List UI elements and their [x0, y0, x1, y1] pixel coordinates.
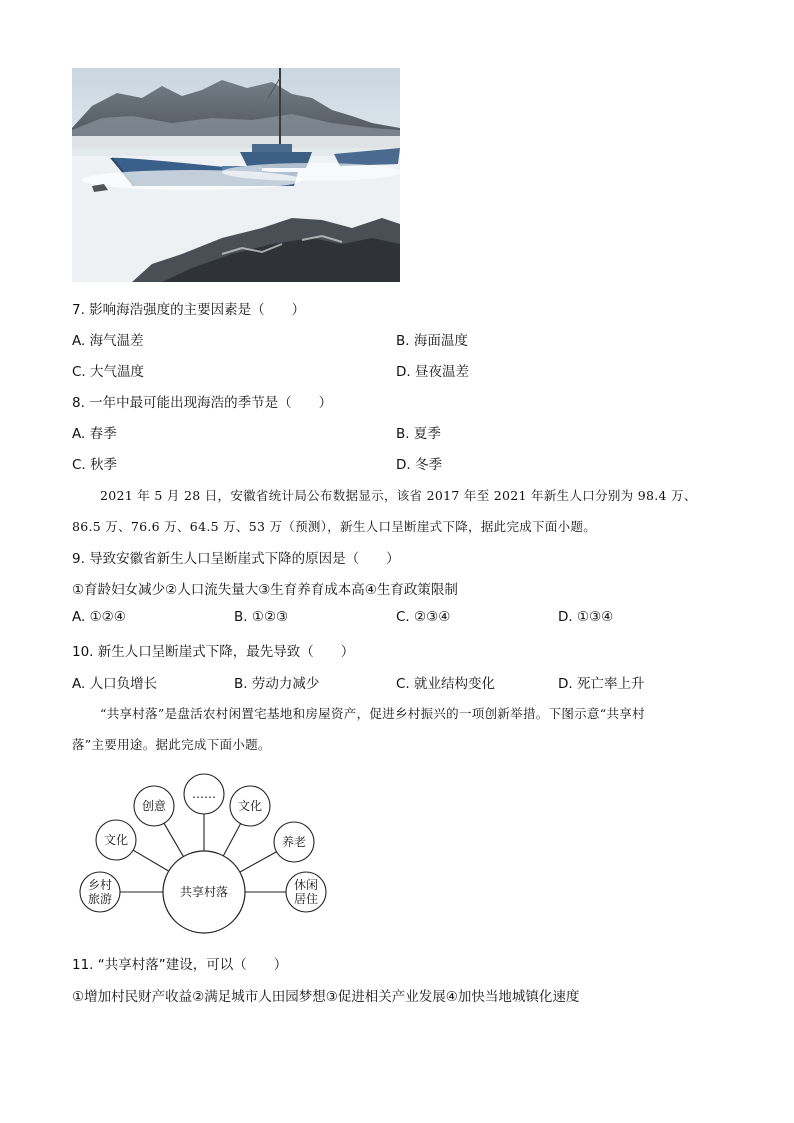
question-10-option-a: A. 人口负增长 — [72, 676, 158, 692]
question-9-option-b: B. ①②③ — [234, 609, 289, 625]
question-7-option-a: A. 海气温差 — [72, 333, 144, 349]
question-9-option-a: A. ①②④ — [72, 609, 126, 625]
question-10-stem: 10. 新生人口呈断崖式下降，最先导致（ ） — [72, 644, 355, 660]
diagram-center-label: 共享村落 — [179, 885, 229, 899]
diagram-spoke — [133, 850, 168, 871]
diagram-node-label: 居住 — [293, 892, 319, 906]
question-8-stem: 8. 一年中最可能出现海浩的季节是（ ） — [72, 395, 333, 411]
question-8-option-a: A. 春季 — [72, 426, 117, 442]
passage-1-line-2: 86.5 万、76.6 万、64.5 万、53 万（预测），新生人口呈断崖式下降，据此完成下面小题。 — [72, 519, 597, 534]
diagram-node-label: 养老 — [281, 835, 307, 849]
diagram-spoke — [164, 823, 183, 856]
question-9-statements: ①育龄妇女减少②人口流失量大③生育养育成本高④生育政策限制 — [72, 582, 458, 598]
question-9-option-c: C. ②③④ — [396, 609, 451, 625]
question-10-option-c: C. 就业结构变化 — [396, 676, 496, 692]
diagram-node-label: 旅游 — [87, 892, 113, 906]
question-8-option-d: D. 冬季 — [396, 457, 442, 473]
diagram-node-label: 休闲 — [293, 878, 319, 892]
passage-2-line-1: “共享村落”是盘活农村闲置宅基地和房屋资产，促进乡村振兴的一项创新举措。下图示意“共享村 — [100, 706, 645, 721]
question-8-option-c: C. 秋季 — [72, 457, 118, 473]
question-11-stem: 11. “共享村落”建设，可以（ ） — [72, 957, 288, 973]
diagram-node-label: …… — [192, 787, 216, 801]
diagram-node-label: 创意 — [141, 799, 167, 813]
question-8-option-b: B. 夏季 — [396, 426, 441, 442]
question-9-stem: 9. 导致安徽省新生人口呈断崖式下降的原因是（ ） — [72, 551, 400, 567]
question-10-option-b: B. 劳动力减少 — [234, 676, 320, 692]
question-7-option-d: D. 昼夜温差 — [396, 364, 469, 380]
shared-village-diagram — [78, 768, 328, 938]
passage-2-line-2: 落”主要用途。据此完成下面小题。 — [72, 737, 271, 752]
question-10-option-d: D. 死亡率上升 — [558, 676, 645, 692]
diagram-spoke — [223, 824, 240, 856]
diagram-spoke — [240, 852, 277, 872]
question-11-statements: ①增加村民财产收益②满足城市人田园梦想③促进相关产业发展④加快当地城镇化速度 — [72, 989, 580, 1005]
question-7-option-b: B. 海面温度 — [396, 333, 468, 349]
passage-1-line-1: 2021 年 5 月 28 日，安徽省统计局公布数据显示，该省 2017 年至 2021 年新生人口分别为 98.4 万、 — [100, 488, 697, 503]
diagram-node-label: 乡村 — [87, 878, 113, 892]
diagram-node-label: 文化 — [103, 833, 129, 847]
question-7-option-c: C. 大气温度 — [72, 364, 145, 380]
diagram-node-label: 文化 — [237, 799, 263, 813]
question-7-stem: 7. 影响海浩强度的主要因素是（ ） — [72, 302, 306, 318]
sea-smoke-photo — [72, 68, 400, 282]
question-9-option-d: D. ①③④ — [558, 609, 614, 625]
